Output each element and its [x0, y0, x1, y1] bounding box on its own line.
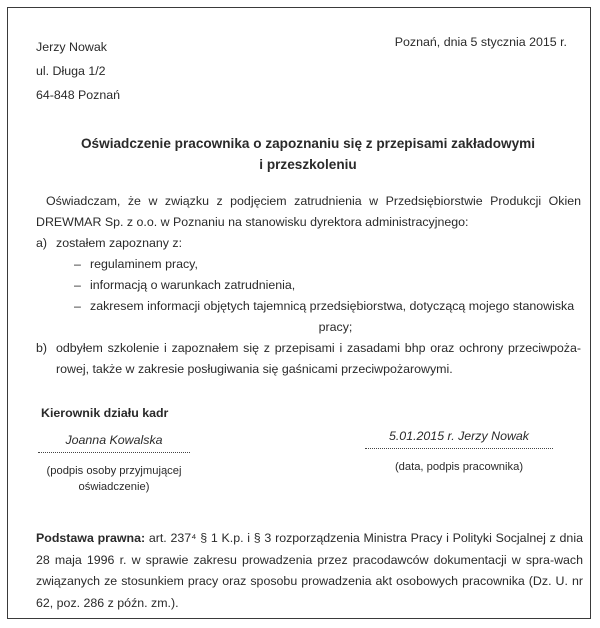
signature-caption-right: (data, podpis pracownika) [394, 461, 524, 473]
dash-bullet: – [74, 257, 81, 271]
document-title: Oświadczenie pracownika o zapoznaniu się z przepisami zakładowymi i przeszkoleniu [80, 136, 536, 172]
item-b-label: b) [36, 341, 48, 355]
list-item-b [36, 338, 581, 380]
signer-name-left: Joanna Kowalska [65, 433, 163, 447]
sub-item-continuation: pracy; [318, 320, 353, 334]
sub-list [74, 254, 581, 338]
list-item [74, 296, 581, 338]
signature-line [38, 452, 190, 453]
sub-item-text: informacją o warunkach zatrudnienia, [90, 278, 296, 292]
legal-basis-label: Podstawa prawna: [36, 531, 146, 545]
place-date: Poznań, dnia 5 stycznia 2015 r. [394, 35, 567, 49]
signature-line [365, 448, 553, 449]
legal-basis [36, 528, 583, 614]
signature-heading: Kierownik działu kadr [41, 406, 169, 420]
item-a-text: zostałem zapoznany z: [56, 236, 183, 250]
declaration-body [36, 191, 581, 380]
list-item [74, 275, 581, 296]
signature-caption-left: (podpis osoby przyjmującej oświadczenie) [46, 465, 182, 493]
dash-bullet: – [74, 299, 81, 313]
list-item-a [36, 233, 581, 254]
signer-name-right: 5.01.2015 r. Jerzy Nowak [388, 429, 530, 443]
sender-city: 64-848 Poznań [36, 88, 121, 102]
sub-item-text: zakresem informacji objętych tajemnicą przedsiębiorstwa, dotyczącą mojego stanowiska [90, 299, 575, 313]
intro-paragraph: Oświadczam, że w związku z podjęciem zatrudnienia w Przedsiębiorstwie Produkcji Okien DREWMAR Sp. z o.o. w Poznaniu na stanowisku dyrektora administracyjnego: [36, 194, 581, 229]
signature-right [365, 426, 553, 475]
sender-name: Jerzy Nowak [36, 40, 107, 54]
sender-street: ul. Długa 1/2 [36, 64, 106, 78]
list-item [74, 254, 581, 275]
signature-left [38, 430, 190, 495]
sender-address [36, 35, 120, 107]
legal-basis-text: art. 237⁴ § 1 K.p. i § 3 rozporządzenia Ministra Pracy i Polityki Socjalnej z dnia 28 maja 1996 r. w sprawie zakresu prowadzenia przez pracodawców dokumentacji w spra-wach związanych ze stosunkiem pracy oraz sposobu prowadzenia akt osobowych pracownika (Dz. U. nr 62, poz. 286 z późn. zm.). [36, 531, 583, 610]
dash-bullet: – [74, 278, 81, 292]
sub-item-text: regulaminem pracy, [90, 257, 198, 271]
item-a-label: a) [36, 236, 48, 250]
item-b-text: odbyłem szkolenie i zapoznałem się z przepisami i zasadami bhp oraz ochrony przeciwpoża-rowej, także w zakresie posługiwania się gaśnicami przeciwpożarowymi. [56, 341, 581, 376]
document-frame [7, 7, 591, 619]
